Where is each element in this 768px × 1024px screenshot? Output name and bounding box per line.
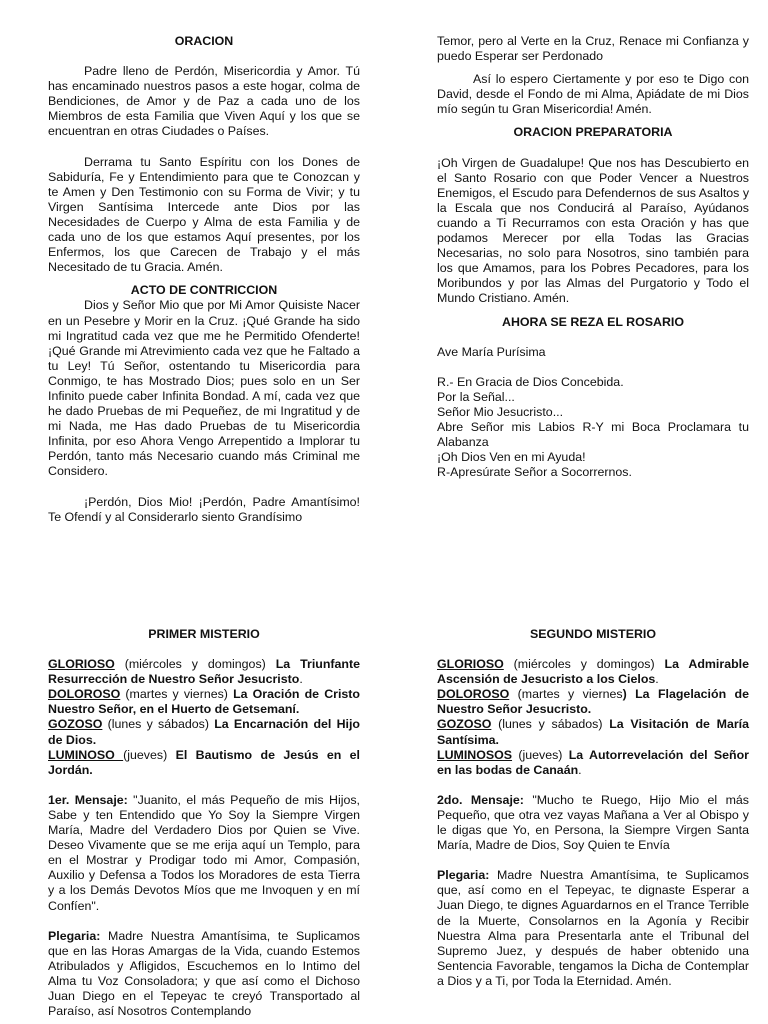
segundo-luminoso: LUMINOSOS (jueves) La Autorrevelación del Señor en las bodas de Canaán. <box>437 747 749 777</box>
plegaria-text: Madre Nuestra Amantísima, te Suplicamos que, así como en el Tepeyac, te dignaste Esperar a Juan Diego, te dignes Aguardarnos en el Trance Terrible de la Muerte, Consolarnos en la Agonía y Recibir Nuestra Alma para Presentarla ante el Tribunal del Supremo Juez, y después de haber obtenido una Sentencia Favorable, tengamos la Dicha de Contemplar a Dios y a Ti, por Toda la Eternidad. Amén. <box>437 868 749 988</box>
primer-mensaje <box>48 793 360 914</box>
preparatoria-paragraph: ¡Oh Virgen de Guadalupe! Que nos has Descubierto en el Santo Rosario con que Poder Vencer a Nuestros Enemigos, el Escudo para Defendernos de sus Asaltos y la Escala que nos Conducirá al Paraíso, Ayúdanos cuando a Ti Recurramos con esta Oración y has que podamos Merecer por ella Todas las Gracias Necesarias, no solo para Nosotros, sino también para los que Amamos, para los Pobres Pecadores, para los Moribundos y por las Almas del Purgatorio y Todo el Mundo Cristiano. Amén. <box>437 155 750 306</box>
left-top-column <box>48 34 360 525</box>
primer-gozoso <box>48 717 360 747</box>
right-bottom-column <box>437 627 749 989</box>
primer-plegaria <box>48 929 360 1020</box>
primer-luminoso <box>48 748 360 778</box>
spacer <box>437 853 749 868</box>
mensaje-text: "Juanito, el más Pequeño de mis Hijos, Sabe y ten Entendido que Yo Soy la Siempre Virgen María, Madre del Verdadero Dios por Quien se Vive. Deseo Vivamente que se me erija aquí un Templo, para en el Mostrar y Prodigar todo mi Amor, Compasión, Auxilio y Defensa a Todos los Moradores de esta Tierra y a los Demás Devotos Míos que me Invoquen y en mí Confíen". <box>48 792 360 913</box>
glorioso-text: La Admirable Ascensión de Jesucristo a los Cielos <box>437 657 749 687</box>
spacer <box>48 480 360 495</box>
gozoso-days: (lunes y sábados) <box>102 717 215 732</box>
rosario-line-4: Señor Mio Jesucristo... <box>437 404 564 419</box>
mensaje-text: "Mucho te Ruego, Hijo Mio el más Pequeño, que otra vez vayas Mañana a Ver al Obispo y le digas que Yo, en Persona, la Siempre Virgen Santa María, Madre de Dios, Soy Quien te Envía <box>437 792 749 853</box>
gozoso-label: GOZOSO <box>48 717 103 732</box>
rosario-line-7: R-Apresúrate Señor a Socorrernos. <box>437 465 632 480</box>
preparatoria-title: ORACION PREPARATORIA <box>513 125 673 140</box>
primer-misterio-title: PRIMER MISTERIO <box>148 627 260 641</box>
spacer <box>437 778 749 793</box>
segundo-mensaje <box>437 793 749 853</box>
spacer <box>437 64 749 72</box>
oracion-paragraph-1: Padre lleno de Perdón, Misericordia y Amor. Tú has encaminado nuestros pasos a este hogar, colma de Bendiciones, de Amor y de Paz a cada uno de los Miembros de esta Familia que Viven Aquí y los que se encuentran en otras Ciudades o Países. <box>48 64 360 139</box>
glorioso-label: GLORIOSO <box>48 657 115 672</box>
primer-glorioso: GLORIOSO (miércoles y domingos) La Triunfante Resurrección de Nuestro Señor Jesucristo. <box>48 657 361 687</box>
glorioso-days: (miércoles y domingos) <box>503 657 665 672</box>
oracion-paragraph-2: Derrama tu Santo Espíritu con los Dones de Sabiduría, Fe y Entendimiento para que te Conozcan y te Amen y Den Testimonio con su Forma de Vivir; y tu Virgen Santísima Intercede ante Dios por las Necesidades de Cuerpo y Alma de esta Familia y de cada uno de los que estamos Aquí presentes, por los Enfermos, los que Carecen de Trabajo y el más Necesitado de tu Gracia. Amén. <box>48 154 360 275</box>
luminoso-label: LUMINOSO <box>48 747 124 762</box>
rosario-line-2: R.- En Gracia de Dios Concebida. <box>437 374 624 389</box>
spacer <box>48 49 360 64</box>
doloroso-text: ) La Flagelación de Nuestro Señor Jesucristo. <box>437 687 749 717</box>
segundo-gozoso <box>437 717 749 747</box>
oracion-title: ORACION <box>174 34 234 48</box>
segundo-glorioso: GLORIOSO (miércoles y domingos) La Admirable Ascensión de Jesucristo a los Cielos. <box>437 657 749 687</box>
contriccion-title: ACTO DE CONTRICCION <box>130 283 278 298</box>
rosario-line-3: Por la Señal... <box>437 389 515 404</box>
plegaria-label: Plegaria: <box>437 868 490 883</box>
segundo-misterio-title: SEGUNDO MISTERIO <box>530 627 656 641</box>
spacer <box>437 642 749 657</box>
luminoso-text: El Bautismo de Jesús en el Jordán. <box>48 747 360 777</box>
spacer <box>48 275 360 283</box>
segundo-doloroso <box>437 687 749 717</box>
glorioso-text: La Triunfante Resurrección de Nuestro Señor Jesucristo <box>48 657 361 687</box>
mensaje-label: 1er. Mensaje: <box>48 792 128 807</box>
contriccion-paragraph-2: ¡Perdón, Dios Mio! ¡Perdón, Padre Amantísimo! Te Ofendí y al Considerarlo siento Grandísimo <box>48 494 360 524</box>
spacer <box>437 360 749 375</box>
spacer <box>437 307 749 315</box>
luminoso-text: La Autorrevelación del Señor en las bodas de Canaán <box>437 747 749 777</box>
glorioso-label: GLORIOSO <box>437 657 504 672</box>
gozoso-days: (lunes y sábados) <box>491 717 610 732</box>
gozoso-label: GOZOSO <box>437 717 492 732</box>
doloroso-label: DOLOROSO <box>48 687 121 702</box>
gozoso-text: La Visitación de María Santísima. <box>437 717 749 747</box>
spacer <box>48 914 360 929</box>
spacer <box>48 140 360 155</box>
spacer <box>437 117 749 125</box>
rosario-line-1: Ave María Purísima <box>437 344 546 359</box>
doloroso-label: DOLOROSO <box>437 687 510 702</box>
gozoso-text: La Encarnación del Hijo de Dios. <box>48 717 360 747</box>
primer-doloroso <box>48 687 360 717</box>
spacer <box>48 642 360 657</box>
luminoso-label: LUMINOSOS <box>437 747 513 762</box>
doloroso-text: La Oración de Cristo Nuestro Señor, en el Huerto de Getsemaní. <box>48 687 360 717</box>
spacer <box>48 778 360 793</box>
contriccion-paragraph-1: Dios y Señor Mio que por Mi Amor Quisiste Nacer en un Pesebre y Morir en la Cruz. ¡Qué Grande ha sido mi Ingratitud cada vez que me he Permitido Ofenderte! ¡Qué Grande mi Atrevimiento cada vez que he Faltado a tu Ley! Tú Señor, ostentando tu Misericordia para Conmigo, te has Mostrado Dios; pues solo en un Ser Infinito puede caber Infinita Bondad. A mí, cada vez que he dado Pruebas de mi Pequeñez, de mi Ingratitud y de mi Nada, me Has dado Pruebas de tu Misericordia Infinita, por eso Ahora Vengo Arrepentido a Implorar tu Perdón, tanto más Necesario cuando más Criminal me Considero. <box>48 298 360 479</box>
rosario-title: AHORA SE REZA EL ROSARIO <box>502 314 684 329</box>
contriccion-paragraph-3: Temor, pero al Verte en la Cruz, Renace mi Confianza y puedo Esperar ser Perdonado <box>437 34 749 64</box>
doloroso-days: (martes y viernes) <box>120 687 234 702</box>
plegaria-label: Plegaria: <box>48 928 101 943</box>
rosario-line-6: ¡Oh Dios Ven en mi Ayuda! <box>437 450 586 465</box>
glorioso-days: (miércoles y domingos) <box>114 657 276 672</box>
spacer <box>437 141 749 156</box>
luminoso-days: (jueves) <box>123 747 176 762</box>
plegaria-text: Madre Nuestra Amantísima, te Suplicamos que en las Horas Amargas de la Vida, cuando Estemos Atribulados y Afligidos, Escuchemos en lo Intimo del Alma tu Voz Consoladora; y que así como el Dichoso Juan Diego en el Tepeyac te creyó Transportado al Paraíso, así Nosotros Contemplando <box>48 928 360 1019</box>
left-bottom-column <box>48 627 360 1019</box>
mensaje-label: 2do. Mensaje: <box>437 792 524 807</box>
contriccion-paragraph-4: Así lo espero Ciertamente y por eso te Digo con David, desde el Fondo de mi Alma, Apiádate de mi Dios mío según tu Gran Misericordia! Amén. <box>437 72 749 117</box>
segundo-plegaria <box>437 868 749 989</box>
rosario-line-5: Abre Señor mis Labios R-Y mi Boca Proclamara tu Alabanza <box>437 419 749 450</box>
luminoso-days: (jueves) <box>512 747 569 762</box>
right-top-column <box>437 34 749 480</box>
doloroso-days: (martes y viernes <box>509 687 623 702</box>
spacer <box>437 330 749 345</box>
